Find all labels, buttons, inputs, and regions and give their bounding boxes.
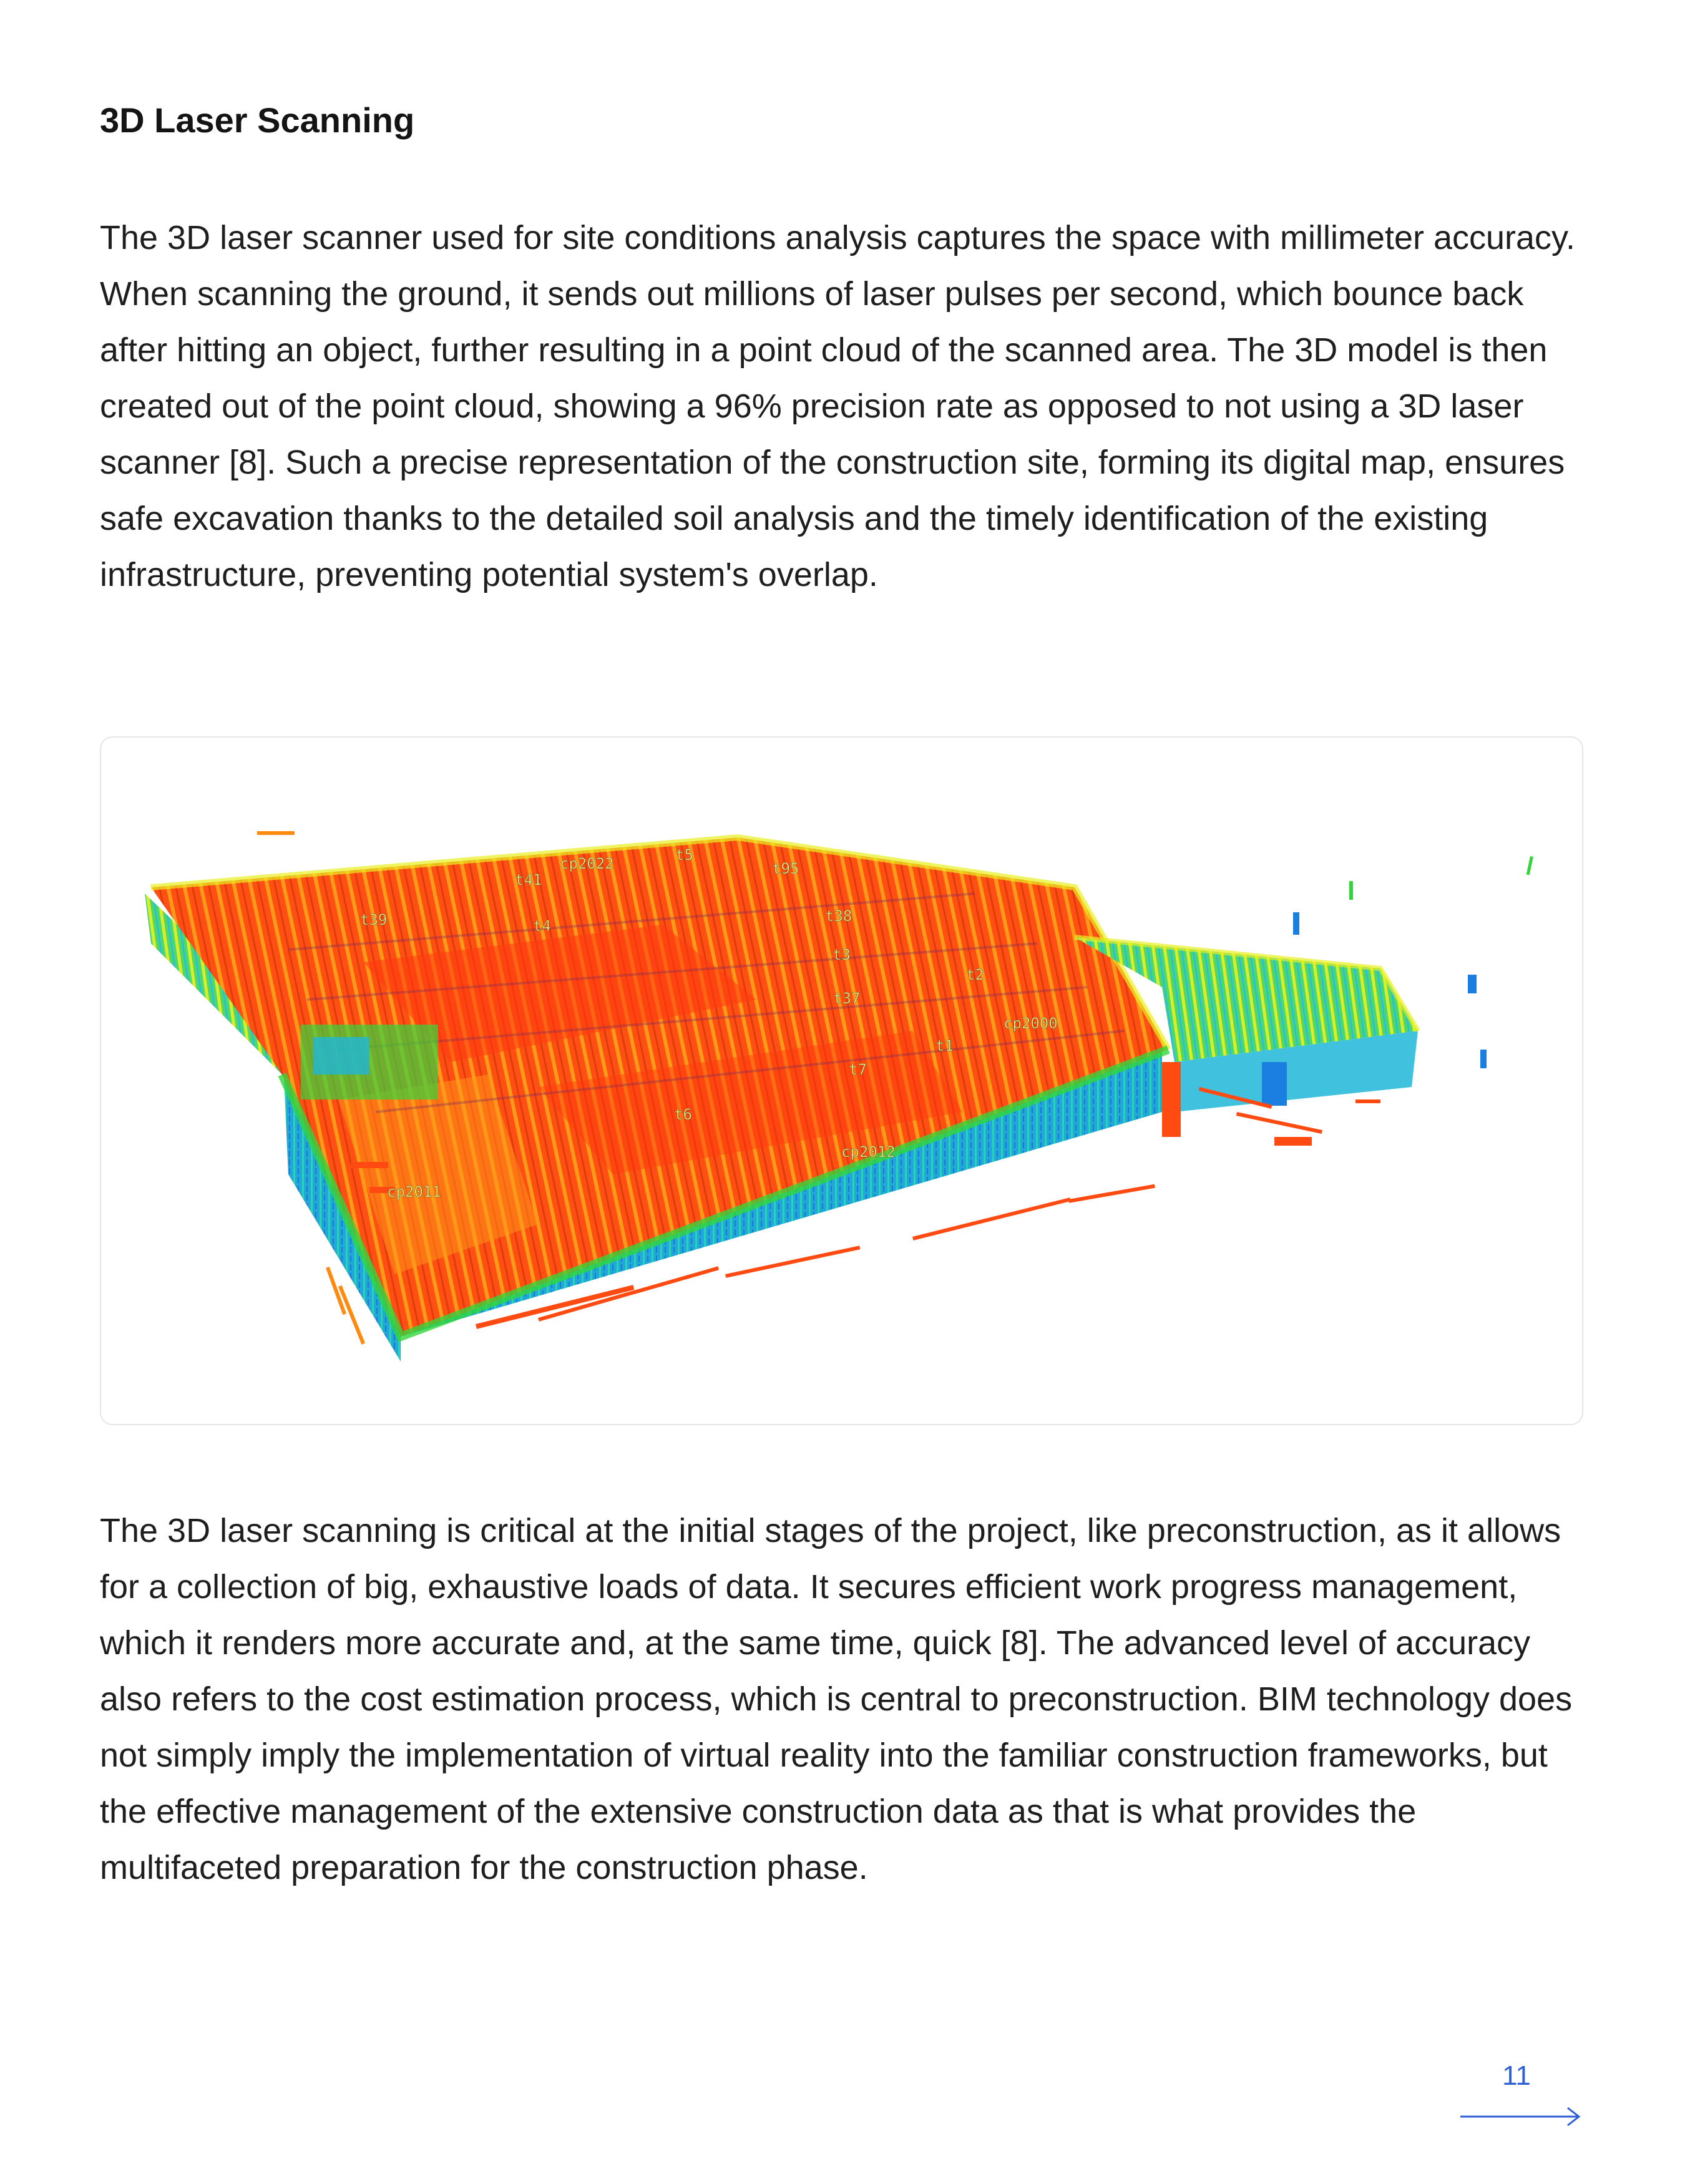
scan-label: cp2000 [1004, 1015, 1058, 1032]
scan-label: t38 [825, 907, 852, 925]
scan-label: cp2022 [560, 855, 614, 872]
scan-label: cp2012 [841, 1143, 896, 1161]
intro-paragraph: The 3D laser scanner used for site conditions analysis captures the space with millimeter accuracy. When scanning the ground, it sends out millions of laser pulses per second, which bounce back after hitting an object, further resulting in a point cloud of the scanned area. The 3D model is then created out of the point cloud, showing a 96% precision rate as opposed to not using a 3D laser scanner [8]. Such a precise representation of the construction site, forming its digital map, ensures safe excavation thanks to the detailed soil analysis and the timely identification of the existing infrastructure, preventing potential system's overlap. [100, 219, 1576, 593]
scan-label: t7 [849, 1061, 867, 1078]
scan-label: t41 [515, 871, 542, 889]
scan-label: t39 [360, 911, 388, 929]
scan-label: t1 [935, 1037, 954, 1055]
section-heading: 3D Laser Scanning [100, 100, 415, 140]
scan-label: t3 [833, 946, 851, 963]
point-cloud-scan-image [101, 738, 1582, 1424]
scan-label: t5 [675, 846, 693, 864]
scan-building-main [145, 837, 1168, 1362]
next-page-arrow-icon[interactable] [1460, 2104, 1585, 2129]
scan-label: cp2011 [387, 1183, 441, 1201]
scan-label: t37 [833, 990, 861, 1007]
page-number: 11 [1502, 2060, 1531, 2091]
scan-label: t95 [772, 860, 799, 877]
preconstruction-paragraph: The 3D laser scanning is critical at the initial stages of the project, like preconstruction, as it allows for a collection of big, exhaustive loads of data. It secures efficient work progress management, which it renders more accurate and, at the same time, quick [8]. The advanced level of accuracy also refers to the cost estimation process, which is central to preconstruction. BIM technology does not simply imply the implementation of virtual reality into the familiar construction frameworks, but the effective management of the extensive construction data as that is what provides the multifaceted preparation for the construction phase. [100, 1512, 1573, 1886]
point-cloud-figure [100, 736, 1583, 1425]
scan-label: t6 [674, 1106, 692, 1123]
scan-label: t2 [966, 966, 984, 983]
scan-label: t4 [533, 917, 551, 935]
